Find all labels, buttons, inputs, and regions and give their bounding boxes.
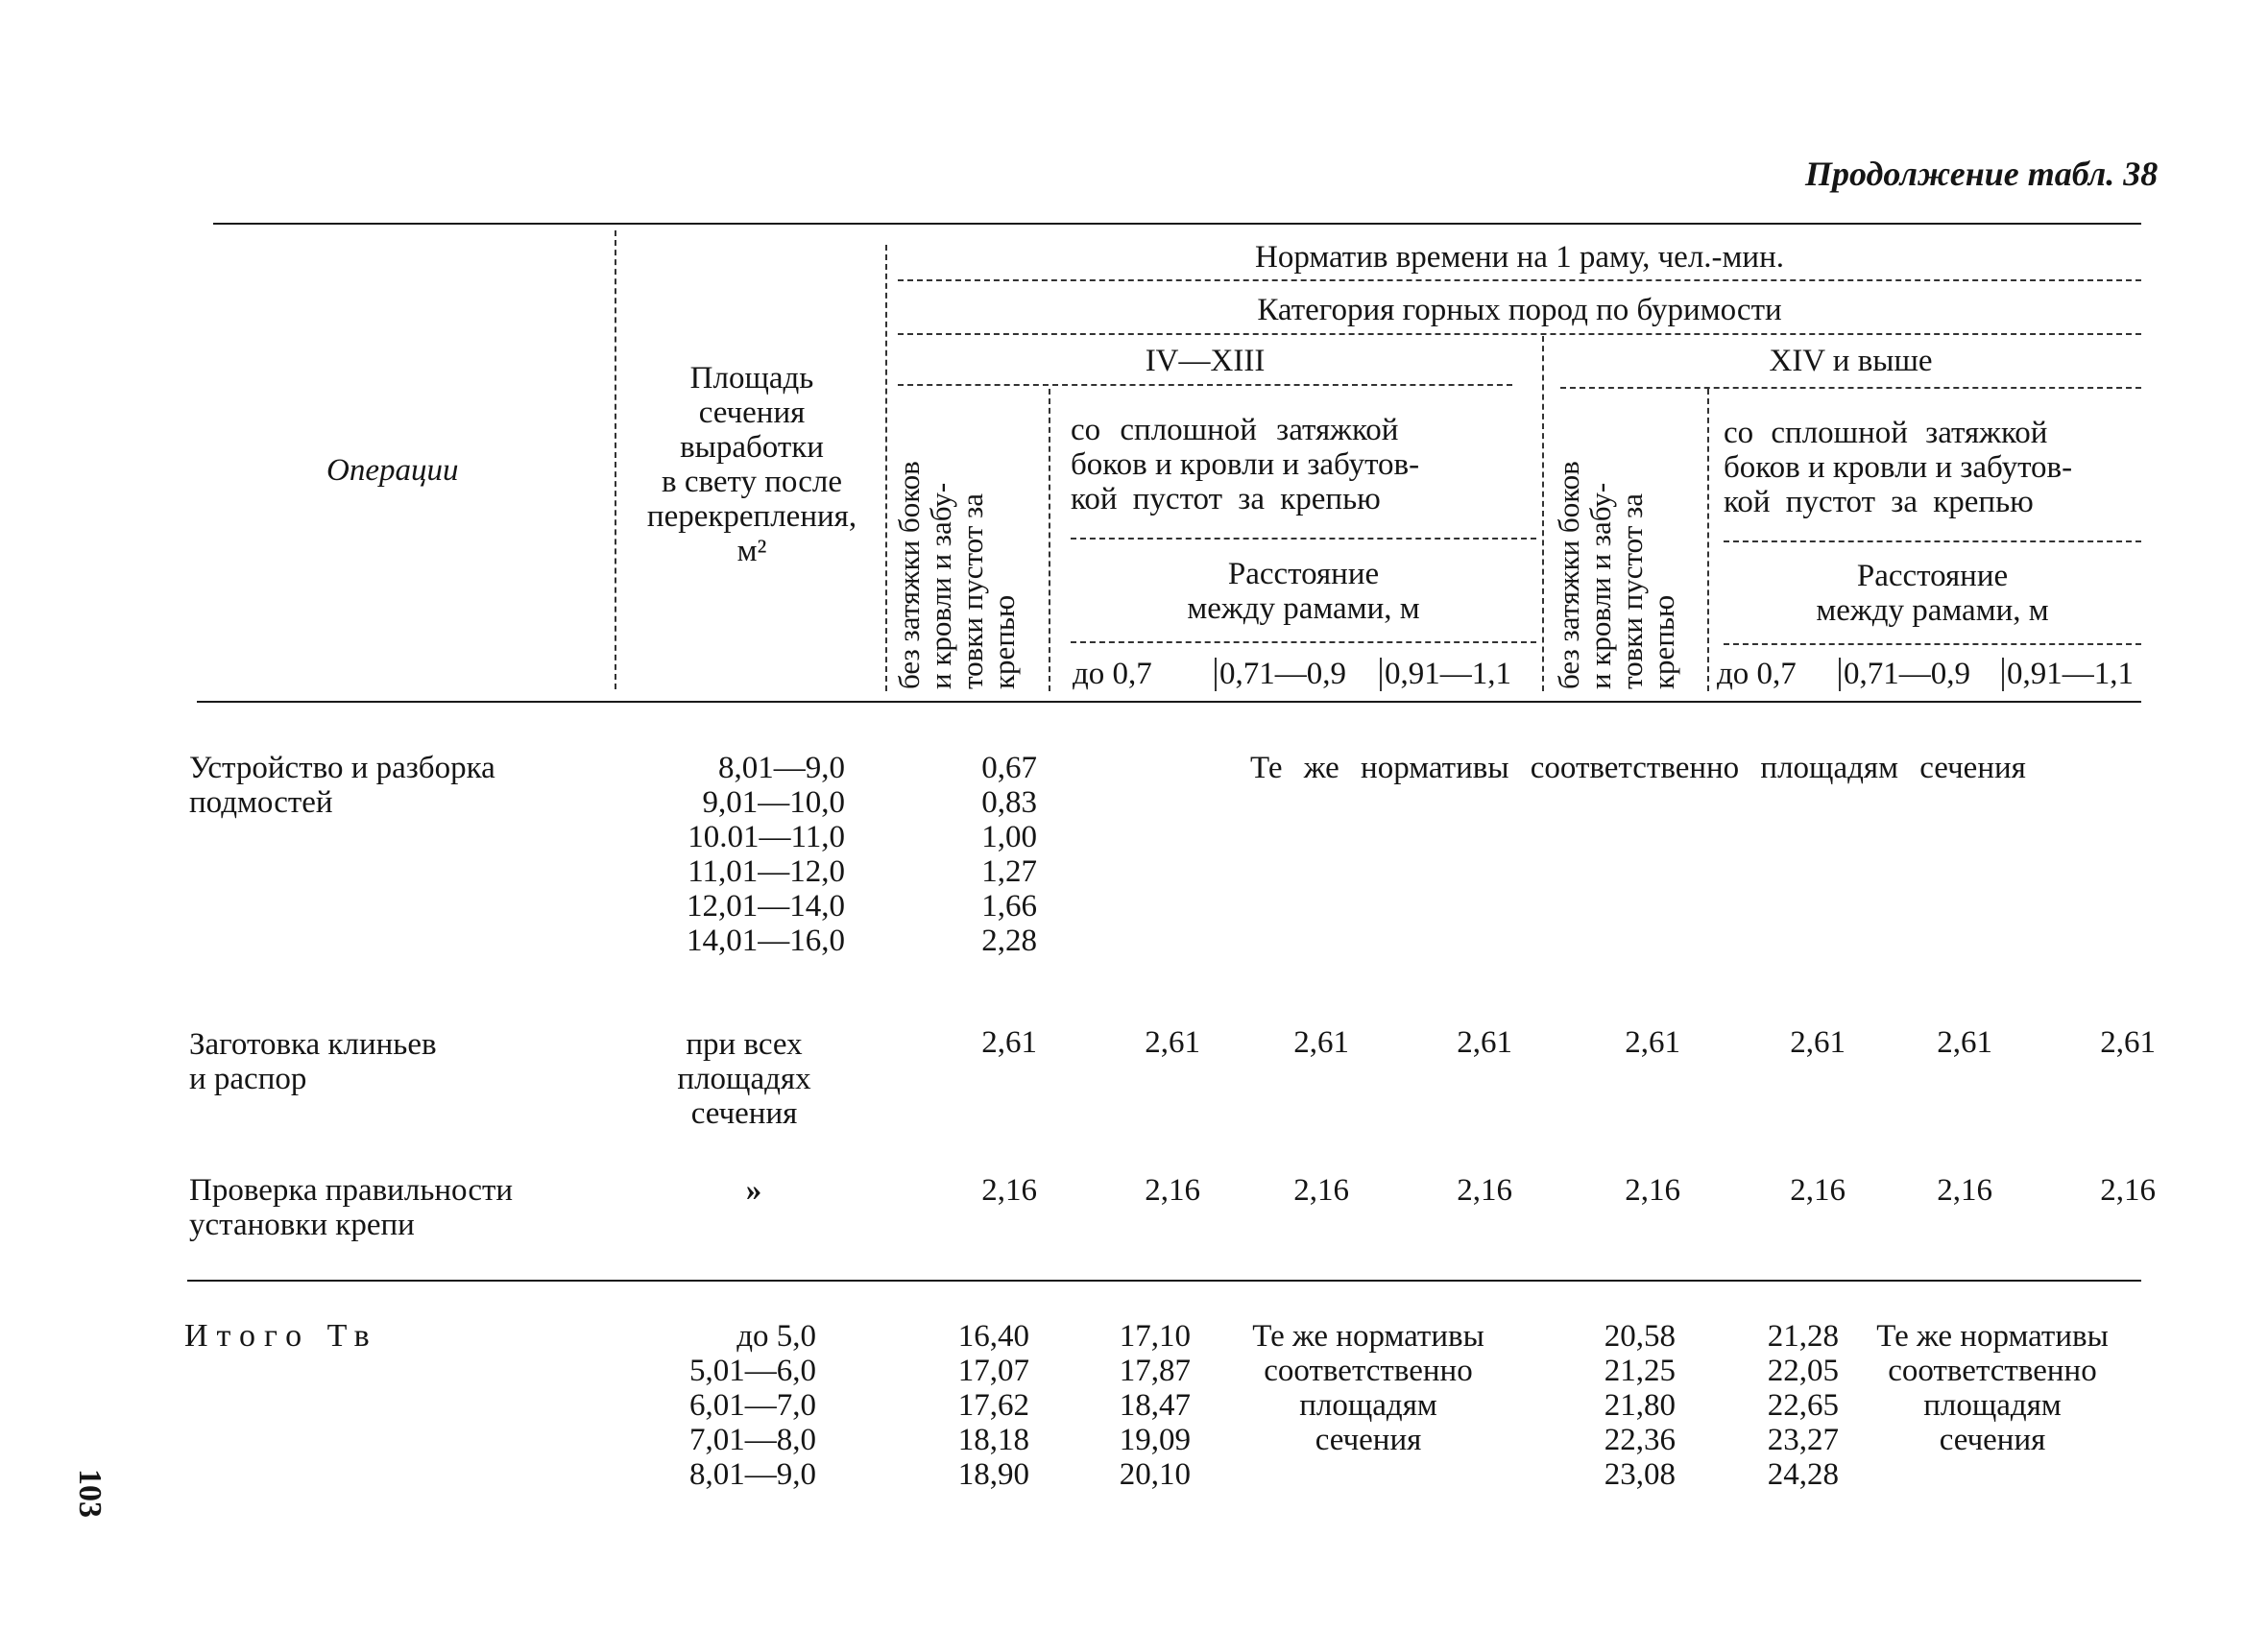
row-podmosti-values bbox=[922, 751, 1037, 958]
header-group2: XIV и выше bbox=[1769, 344, 1933, 378]
row-klinya-name bbox=[189, 1027, 437, 1096]
podmosti-value-2: 0,83 bbox=[981, 785, 1037, 820]
dist-label-d1-g1: до 0,7 bbox=[1073, 657, 1152, 691]
itogo-area-1: до 5,0 bbox=[736, 1319, 816, 1354]
header-no-tie-2 bbox=[1553, 387, 1679, 689]
row-podmosti-name bbox=[189, 751, 495, 820]
no-tie-2-line3: товки пустот за bbox=[1615, 492, 1649, 689]
itogo-col5-4: 22,36 bbox=[1604, 1423, 1676, 1457]
header-bottom-rule bbox=[197, 701, 2141, 703]
page-number-text: 103 bbox=[72, 1469, 108, 1518]
podmosti-area-5: 12,01—14,0 bbox=[687, 889, 845, 924]
rule-dist1 bbox=[1071, 641, 1536, 643]
itogo-col6-2: 22,05 bbox=[1767, 1354, 1839, 1388]
klinya-name-line2: и распор bbox=[189, 1062, 307, 1096]
podmosti-value-3: 1,00 bbox=[981, 820, 1037, 854]
table-caption: Продолжение табл. 38 bbox=[1805, 155, 2159, 193]
proverka-value-1: 2,16 bbox=[981, 1173, 1037, 1208]
podmosti-value-1: 0,67 bbox=[981, 751, 1037, 785]
proverka-value-4: 2,16 bbox=[1457, 1173, 1512, 1208]
solid-1-line3: кой пустот за крепью bbox=[1071, 482, 1381, 516]
header-solid-1 bbox=[1071, 413, 1536, 516]
header-no-tie-1 bbox=[893, 387, 1020, 689]
itogo-area-2: 5,01—6,0 bbox=[689, 1354, 816, 1388]
col-divider-1 bbox=[1049, 389, 1050, 691]
podmosti-area-4: 11,01—12,0 bbox=[688, 854, 845, 889]
podmosti-value-4: 1,27 bbox=[981, 854, 1037, 889]
itogo-col5-5: 23,08 bbox=[1604, 1457, 1676, 1492]
no-tie-2-line1: без затяжки боков bbox=[1552, 461, 1585, 689]
header-area-line3: выработки bbox=[680, 430, 824, 465]
header-area-line1: Площадь bbox=[689, 361, 814, 396]
itogo-area-3: 6,01—7,0 bbox=[689, 1388, 816, 1423]
proverka-value-2: 2,16 bbox=[1145, 1173, 1200, 1208]
header-distance-2 bbox=[1724, 559, 2141, 628]
itogo-note2-line1: Те же нормативы bbox=[1876, 1319, 2109, 1354]
header-category: Категория горных пород по буримости bbox=[1257, 293, 1782, 327]
proverka-value-7: 2,16 bbox=[1937, 1173, 1992, 1208]
itogo-col1 bbox=[922, 1319, 1029, 1492]
solid-2-line3: кой пустот за крепью bbox=[1724, 485, 2034, 519]
totals-rule bbox=[187, 1280, 2141, 1282]
itogo-note2-line3: площадям bbox=[1923, 1388, 2062, 1423]
row-podmosti-note: Те же нормативы соответственно площадям сечения bbox=[1250, 751, 2026, 785]
col-divider-d2 bbox=[1380, 658, 1382, 691]
klinya-value-8: 2,61 bbox=[2100, 1025, 2156, 1060]
klinya-area-line2: площадях bbox=[677, 1062, 811, 1096]
no-tie-1-line2: и кровли и забу- bbox=[924, 482, 957, 689]
col-divider-ops bbox=[615, 230, 616, 689]
header-norm: Норматив времени на 1 раму, чел.-мин. bbox=[1255, 240, 1784, 275]
itogo-col2-2: 17,87 bbox=[1119, 1354, 1191, 1388]
itogo-col6-5: 24,28 bbox=[1767, 1457, 1839, 1492]
rule-dist2 bbox=[1724, 643, 2141, 645]
header-area-line5: перекрепления, bbox=[646, 499, 857, 534]
solid-1-line1: со сплошной затяжкой bbox=[1071, 413, 1399, 447]
dist-label-d3-g1: 0,91—1,1 bbox=[1385, 657, 1511, 691]
itogo-label: Итого Тв bbox=[184, 1318, 378, 1354]
row-proverka-area: » bbox=[745, 1173, 762, 1208]
header-area bbox=[622, 361, 881, 568]
dist-label-d3-g2: 0,91—1,1 bbox=[2007, 657, 2134, 691]
klinya-value-6: 2,61 bbox=[1790, 1025, 1846, 1060]
solid-1-line2: боков и кровли и забутов- bbox=[1071, 447, 1420, 482]
itogo-note1 bbox=[1215, 1319, 1522, 1457]
itogo-col1-3: 17,62 bbox=[957, 1388, 1029, 1423]
page-number bbox=[71, 1469, 108, 1518]
rule-solid2 bbox=[1724, 540, 2141, 542]
itogo-col2-3: 18,47 bbox=[1119, 1388, 1191, 1423]
no-tie-1-line1: без затяжки боков bbox=[892, 461, 926, 689]
proverka-name-line1: Проверка правильности bbox=[189, 1173, 514, 1208]
itogo-col5-1: 20,58 bbox=[1604, 1319, 1676, 1354]
solid-2-line2: боков и кровли и забутов- bbox=[1724, 450, 2073, 485]
klinya-value-2: 2,61 bbox=[1145, 1025, 1200, 1060]
table-top-rule bbox=[213, 223, 2141, 225]
itogo-col6-4: 23,27 bbox=[1767, 1423, 1839, 1457]
rule-under-norm bbox=[898, 279, 2141, 281]
itogo-note2-line2: соответственно bbox=[1888, 1354, 2097, 1388]
header-operations: Операции bbox=[326, 453, 459, 488]
header-distance-1 bbox=[1071, 557, 1536, 626]
proverka-name-line2: установки крепи bbox=[189, 1208, 415, 1242]
distance-1-line1: Расстояние bbox=[1227, 557, 1380, 591]
rule-under-group1 bbox=[898, 384, 1512, 386]
no-tie-1-line4: крепью bbox=[987, 594, 1021, 689]
itogo-col2-5: 20,10 bbox=[1119, 1457, 1191, 1492]
itogo-area-5: 8,01—9,0 bbox=[689, 1457, 816, 1492]
itogo-note1-line3: площадям bbox=[1299, 1388, 1437, 1423]
col-divider-d5 bbox=[2002, 658, 2004, 691]
itogo-col1-1: 16,40 bbox=[957, 1319, 1029, 1354]
klinya-area-line3: сечения bbox=[690, 1096, 798, 1131]
podmosti-name-line2: подмостей bbox=[189, 785, 333, 820]
rule-solid1 bbox=[1071, 538, 1536, 540]
solid-2-line1: со сплошной затяжкой bbox=[1724, 416, 2048, 450]
no-tie-2-line2: и кровли и забу- bbox=[1583, 482, 1617, 689]
itogo-col1-2: 17,07 bbox=[957, 1354, 1029, 1388]
itogo-col5 bbox=[1565, 1319, 1676, 1492]
itogo-col5-3: 21,80 bbox=[1604, 1388, 1676, 1423]
podmosti-area-3: 10.01—11,0 bbox=[688, 820, 845, 854]
proverka-value-8: 2,16 bbox=[2100, 1173, 2156, 1208]
distance-2-line1: Расстояние bbox=[1856, 559, 2009, 593]
row-proverka-name bbox=[189, 1173, 513, 1242]
col-divider-d1 bbox=[1215, 658, 1217, 691]
klinya-name-line1: Заготовка клиньев bbox=[189, 1027, 437, 1062]
itogo-note1-line2: соответственно bbox=[1264, 1354, 1473, 1388]
dist-label-d2-g1: 0,71—0,9 bbox=[1219, 657, 1346, 691]
col-divider-group bbox=[1542, 336, 1544, 691]
proverka-value-3: 2,16 bbox=[1293, 1173, 1349, 1208]
no-tie-2-line4: крепью bbox=[1647, 594, 1680, 689]
itogo-note1-line4: сечения bbox=[1315, 1423, 1422, 1457]
itogo-col5-2: 21,25 bbox=[1604, 1354, 1676, 1388]
dist-label-d2-g2: 0,71—0,9 bbox=[1844, 657, 1970, 691]
header-area-line6: м² bbox=[736, 534, 767, 568]
itogo-note1-line1: Те же нормативы bbox=[1252, 1319, 1484, 1354]
podmosti-area-1: 8,01—9,0 bbox=[718, 751, 845, 785]
itogo-note2 bbox=[1844, 1319, 2141, 1457]
distance-2-line2: между рамами, м bbox=[1816, 593, 2049, 628]
row-podmosti-areas bbox=[615, 751, 845, 958]
itogo-area-4: 7,01—8,0 bbox=[689, 1423, 816, 1457]
col-divider-area bbox=[885, 245, 887, 691]
distance-1-line2: между рамами, м bbox=[1187, 591, 1420, 626]
itogo-col2 bbox=[1075, 1319, 1191, 1492]
dist-label-d1-g2: до 0,7 bbox=[1717, 657, 1797, 691]
itogo-col2-1: 17,10 bbox=[1119, 1319, 1191, 1354]
podmosti-name-line1: Устройство и разборка bbox=[189, 751, 495, 785]
klinya-value-3: 2,61 bbox=[1293, 1025, 1349, 1060]
no-tie-1-line3: товки пустот за bbox=[955, 492, 989, 689]
header-area-line4: в свету после bbox=[662, 465, 842, 499]
itogo-col6-1: 21,28 bbox=[1767, 1319, 1839, 1354]
itogo-col2-4: 19,09 bbox=[1119, 1423, 1191, 1457]
klinya-value-7: 2,61 bbox=[1937, 1025, 1992, 1060]
header-group1: IV—XIII bbox=[1145, 344, 1266, 378]
podmosti-area-2: 9,01—10,0 bbox=[702, 785, 845, 820]
podmosti-value-5: 1,66 bbox=[981, 889, 1037, 924]
rule-under-category bbox=[898, 333, 2141, 335]
klinya-value-4: 2,61 bbox=[1457, 1025, 1512, 1060]
proverka-value-5: 2,16 bbox=[1625, 1173, 1680, 1208]
klinya-value-5: 2,61 bbox=[1625, 1025, 1680, 1060]
itogo-col6-3: 22,65 bbox=[1767, 1388, 1839, 1423]
klinya-area-line1: при всех bbox=[686, 1027, 803, 1062]
header-solid-2 bbox=[1724, 416, 2141, 519]
itogo-areas bbox=[615, 1319, 816, 1492]
header-area-line2: сечения bbox=[698, 396, 806, 430]
klinya-value-1: 2,61 bbox=[981, 1025, 1037, 1060]
row-klinya-area bbox=[634, 1027, 855, 1131]
podmosti-value-6: 2,28 bbox=[981, 924, 1037, 958]
col-divider-5 bbox=[1707, 389, 1709, 691]
itogo-note2-line4: сечения bbox=[1939, 1423, 2046, 1457]
itogo-col6 bbox=[1728, 1319, 1839, 1492]
col-divider-d4 bbox=[1839, 658, 1841, 691]
proverka-value-6: 2,16 bbox=[1790, 1173, 1846, 1208]
itogo-col1-5: 18,90 bbox=[957, 1457, 1029, 1492]
itogo-col1-4: 18,18 bbox=[957, 1423, 1029, 1457]
podmosti-area-6: 14,01—16,0 bbox=[687, 924, 845, 958]
